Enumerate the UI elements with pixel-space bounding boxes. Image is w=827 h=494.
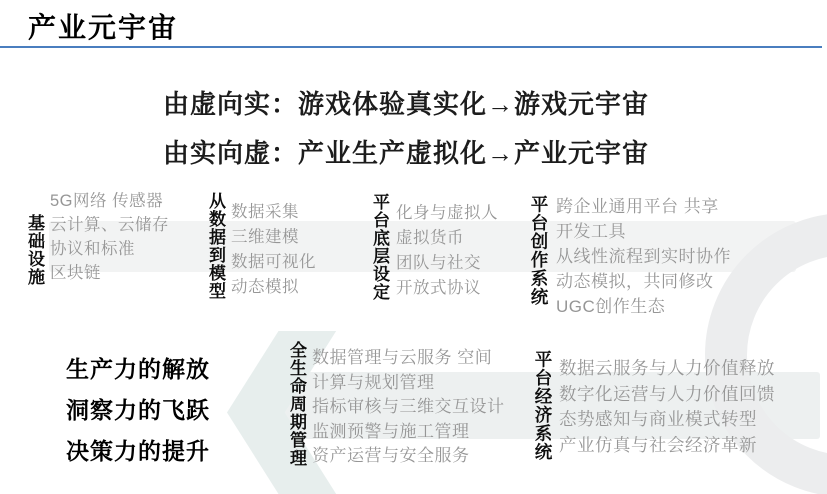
group-label-lifecycle-management: 全生命周期管理 <box>287 341 306 467</box>
list-item: 虚拟货币 <box>396 229 464 247</box>
benefits-list <box>66 349 210 472</box>
intro-statement <box>163 80 649 178</box>
page-title: 产业元宇宙 <box>28 12 179 43</box>
list-item: 态势感知与商业模式转型 <box>559 409 757 429</box>
group-items-economic-system <box>559 356 775 458</box>
list-item: 动态模拟 <box>231 278 299 296</box>
list-item: 数据采集 <box>231 203 299 221</box>
group-label-data-to-model: 从数据到模型 <box>206 192 225 300</box>
group-items-data-to-model <box>231 200 316 300</box>
list-item: 三维建模 <box>231 228 299 246</box>
list-item: 数字化运营与人力价值回馈 <box>559 383 775 404</box>
group-label-economic-system: 平台经济系统 <box>533 350 553 461</box>
list-item: 开发工具 <box>556 222 626 241</box>
group-items-creation-system <box>556 194 731 319</box>
list-item: 动态模拟，共同修改 <box>556 272 714 291</box>
intro-line-real-to-virtual: 由实向虚：产业生产虚拟化→产业元宇宙 <box>163 138 650 168</box>
intro-line-virtual-to-real: 由虚向实：游戏体验真实化→游戏元宇宙 <box>163 89 650 119</box>
title-underline <box>0 46 822 48</box>
list-item: 区块链 <box>50 264 101 282</box>
list-item: 团队与社交 <box>396 254 481 272</box>
list-item: 计算与规划管理 <box>312 372 435 392</box>
list-item: 资产运营与安全服务 <box>312 446 470 465</box>
list-item: 数据管理与云服务 空间 <box>312 348 493 367</box>
list-item: 云计算、云储存 <box>50 216 169 234</box>
group-label-creation-system: 平台创作系统 <box>529 195 549 306</box>
list-item: 5G网络 传感器 <box>50 192 164 210</box>
benefit-productivity: 生产力的解放 <box>66 356 210 382</box>
group-items-platform-base <box>396 201 498 301</box>
list-item: 开放式协议 <box>396 279 481 297</box>
group-label-infrastructure: 基础设施 <box>25 214 44 286</box>
benefit-decision: 决策力的提升 <box>66 438 210 464</box>
group-items-infrastructure <box>50 189 169 285</box>
list-item: 数据可视化 <box>231 253 316 271</box>
group-items-lifecycle-management <box>312 346 505 469</box>
list-item: 协议和标准 <box>50 240 135 258</box>
list-item: 跨企业通用平台 共享 <box>556 197 719 216</box>
benefit-insight: 洞察力的飞跃 <box>66 397 210 423</box>
list-item: 产业仿真与社会经济革新 <box>559 434 757 455</box>
list-item: 数据云服务与人力价值释放 <box>559 358 775 378</box>
list-item: 从线性流程到实时协作 <box>556 247 731 266</box>
list-item: 化身与虚拟人 <box>396 204 498 222</box>
list-item: 指标审核与三维交互设计 <box>312 397 505 416</box>
group-label-platform-base: 平台底层设定 <box>370 193 389 301</box>
list-item: UGC创作生态 <box>556 297 666 316</box>
list-item: 监测预警与施工管理 <box>312 421 470 441</box>
